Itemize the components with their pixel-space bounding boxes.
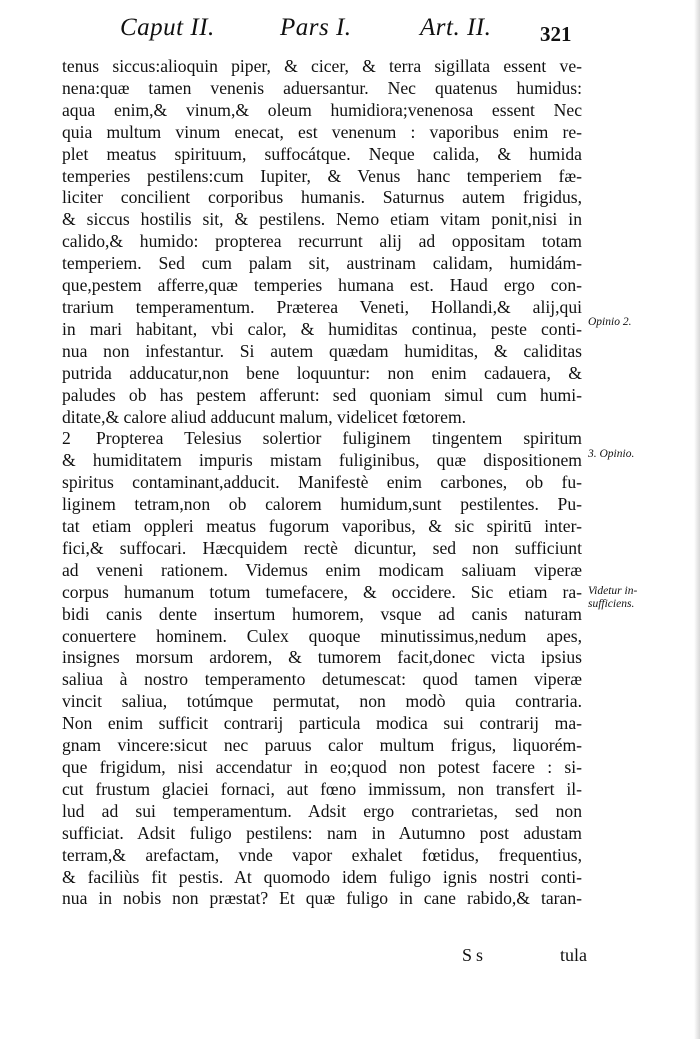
text-line: paludes ob has pestem afferunt: sed quoniam simul cum humi- <box>62 384 582 405</box>
text-line: nua non infestantur. Si autem quædam humiditas, & caliditas <box>62 340 582 361</box>
text-line: nua in nobis non præstat? Et quæ fuligo in cane rabido,& taran- <box>62 888 582 909</box>
text-line: calido,& humido: propterea recurrunt alij ad oppositam totam <box>62 231 582 252</box>
text-line: ditate,& calore aliud adducunt malum, videlicet fœtorem. <box>62 406 467 427</box>
text-line: liciter concilient corporibus humanis. Saturnus autem frigidus, <box>62 187 582 208</box>
page-edge-shadow <box>694 0 700 1039</box>
section-number: 2 <box>62 428 71 449</box>
margin-note-line: sufficiens. <box>588 598 635 610</box>
catchword: tula <box>560 945 587 965</box>
text-line: plet meatus spirituum, suffocátque. Neque calida, & humida <box>62 143 582 164</box>
text-line: sufficiat. Adsit fuligo pestilens: nam in Autumno post adustam <box>62 822 582 843</box>
text-line: que,pestem afferre,quæ temperies humana est. Haud ergo con- <box>62 275 582 296</box>
margin-note-opinio-2: Opinio 2. <box>588 316 632 328</box>
text-line: Non enim sufficit contrarij particula modica sui contrarij ma- <box>62 713 582 734</box>
text-line: tenus siccus:alioquin piper, & cicer, & terra sigillata essent ve- <box>62 56 582 76</box>
text-line: trarium temperamentum. Præterea Veneti, Hollandi,& alij,qui <box>62 296 582 317</box>
text-line: fici,& suffocari. Hæcquidem rectè dicuntur, sed non sufficiunt <box>62 537 582 558</box>
text-line: conuertere hominem. Culex quoque minutissimus,nedum apes, <box>62 625 582 646</box>
text-line: spiritus contaminant,adducit. Manifestè enim carbones, ob fu- <box>62 472 582 493</box>
text-line: in mari habitant, vbi calor, & humiditas continua, peste conti- <box>62 318 582 339</box>
margin-note-line: Videtur in- <box>588 585 638 597</box>
text-line: bidi canis dente insertum humorem, vsque ad canis naturam <box>62 603 582 624</box>
text-line: saliua à nostro temperamento detumescat: quod tamen viperæ <box>62 669 582 690</box>
text-line: vincit saliua, totúmque permutat, non modò quia contraria. <box>62 691 582 712</box>
text-line: ad veneni rationem. Videmus enim modicam saliuam viperæ <box>62 559 582 580</box>
text-line: que frigidum, nisi accendatur in eo;quod non potest facere : si- <box>62 757 582 777</box>
text-line: liginem tetram,non ob calorem humidum,sunt pestilentes. Pu- <box>62 494 582 515</box>
text-line: gnam vincere:sicut nec paruus calor multum frigus, liquorém- <box>62 735 582 756</box>
text-line: lud ad sui temperamentum. Adsit ergo contrarietas, sed non <box>62 800 582 821</box>
text-line: terram,& arefactam, vnde vapor exhalet fœtidus, frequentius, <box>62 844 582 865</box>
header-art: Art. II. <box>420 14 492 41</box>
text-line: quia multum vinum enecat, est venenum : vaporibus enim re- <box>62 121 582 142</box>
page-number: 321 <box>540 22 572 46</box>
text-line: & humiditatem impuris mistam fuliginibus, quæ dispositionem <box>62 450 582 471</box>
text-line: corpus humanum totum tumefacere, & occidere. Sic etiam ra- <box>62 581 582 602</box>
text-line: putrida adducatur,non bene loquuntur: non enim cadauera, & <box>62 362 582 383</box>
text-line: insignes morsum ardorem, & tumorem facit,donec victa ipsius <box>62 647 582 668</box>
text-line-section-start <box>62 428 582 450</box>
text-line: temperies pestilens:cum Iupiter, & Venus hanc temperiem fæ- <box>62 165 582 186</box>
margin-note-opinio-3: 3. Opinio. <box>588 448 635 460</box>
text-line-content: Propterea Telesius solertior fuliginem tingentem spiritum <box>96 428 582 449</box>
text-line: aqua enim,& vinum,& oleum humidiora;venenosa essent Nec <box>62 99 582 120</box>
header-caput: Caput II. <box>120 14 215 41</box>
text-line: temperiem. Sed cum palam sit, austrinam calidam, humidám- <box>62 253 582 274</box>
body-text <box>62 56 582 910</box>
margin-note-videtur <box>588 585 688 611</box>
text-line: nena:quæ tamen venenis aduersantur. Nec quatenus humidus: <box>62 77 582 98</box>
text-line: & siccus hostilis sit, & pestilens. Nemo etiam vitam ponit,nisi in <box>62 209 582 230</box>
header-pars: Pars I. <box>280 14 352 41</box>
signature-mark: Ss <box>462 945 488 965</box>
text-line: tat etiam oppleri meatus fugorum vaporibus, & sic spiritū inter- <box>62 516 582 537</box>
text-line: cut frustum glaciei fornaci, aut fœno immissum, non transfert il- <box>62 778 582 799</box>
text-line: & faciliùs fit pestis. At quomodo idem fuligo ignis nostri conti- <box>62 866 582 887</box>
